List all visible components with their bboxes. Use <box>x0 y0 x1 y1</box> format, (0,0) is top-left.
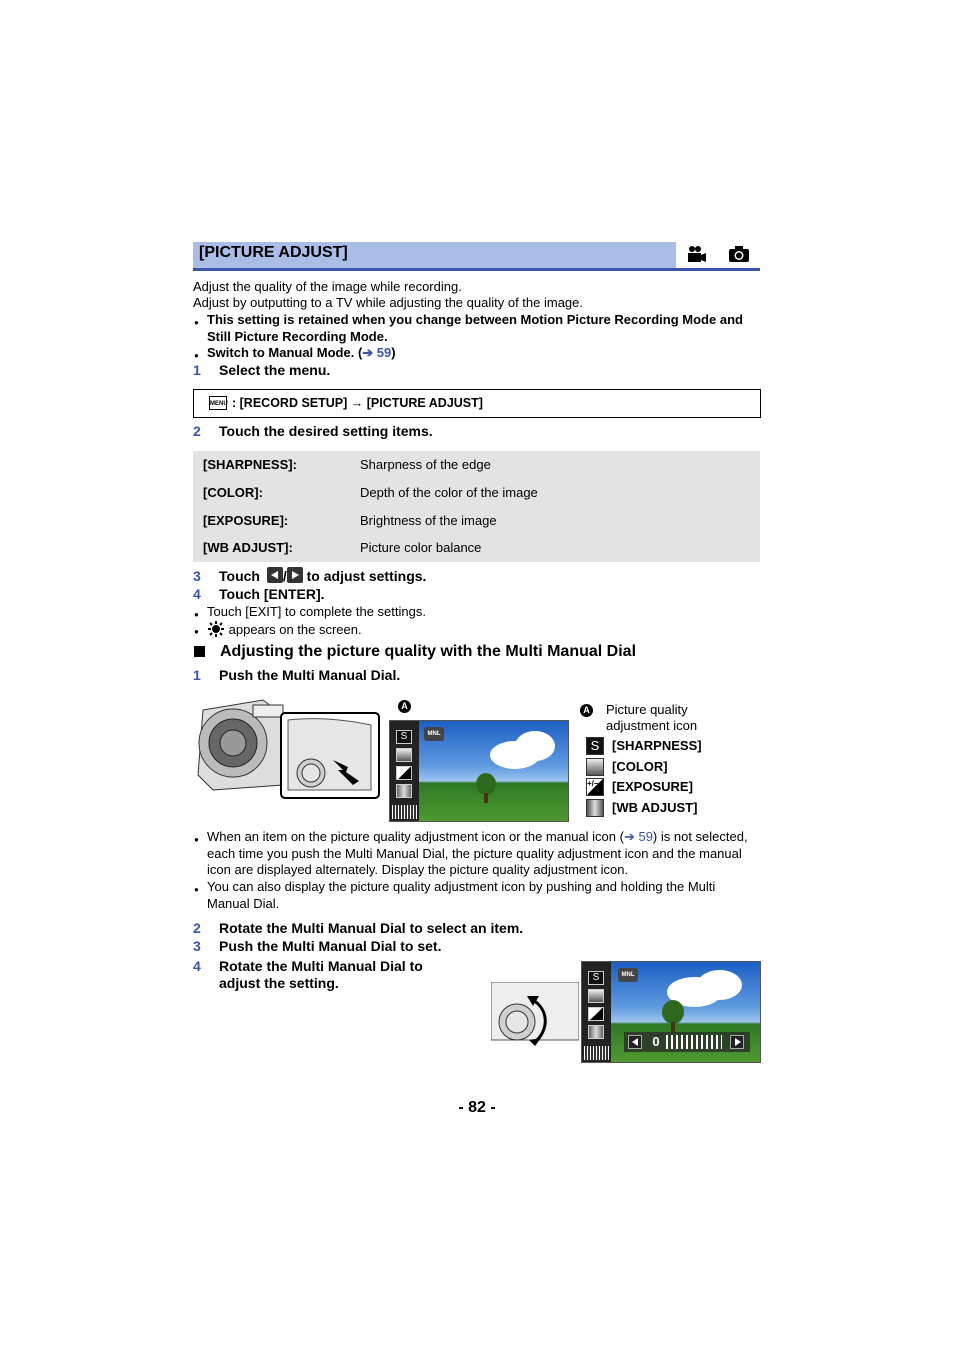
menu-icon: MENU <box>209 396 227 410</box>
bullet-exit: ● Touch [EXIT] to complete the settings. <box>207 604 426 621</box>
step-text: Rotate the Multi Manual Dial to <box>219 958 423 974</box>
sharpness-icon[interactable]: S <box>588 971 604 985</box>
camcorder-illustration <box>193 695 381 800</box>
legend-title-1: Picture quality <box>606 702 688 717</box>
picture-adjust-icon <box>207 621 225 637</box>
separator: / <box>282 568 287 584</box>
bullet-manual-close: ) <box>391 345 396 360</box>
bullet-retained: ● This setting is retained when you change between Motion Picture Recording Mode and Still Picture Recording Mode. <box>207 312 752 345</box>
legend-title-2: adjustment icon <box>606 718 698 733</box>
mnl-button[interactable]: MNL <box>618 968 638 982</box>
legend-wb-adjust: [WB ADJUST] <box>612 800 698 815</box>
legend-color-icon <box>586 758 604 776</box>
color-icon[interactable] <box>588 989 604 1003</box>
wb-adjust-icon[interactable] <box>396 784 412 798</box>
dial-step-2 <box>193 920 523 936</box>
dial-step-4-line2: adjust the setting. <box>219 975 339 991</box>
setting-value: Sharpness of the edge <box>360 457 491 472</box>
slider-value: 0 <box>652 1034 660 1049</box>
step-1 <box>193 362 330 378</box>
step-number: 1 <box>193 362 201 378</box>
intro-line-2: Adjust by outputting to a TV while adjusting the quality of the image. <box>193 295 583 310</box>
section-title: [PICTURE ADJUST] <box>199 244 348 261</box>
marker-a: A <box>398 700 411 713</box>
adjust-slider[interactable] <box>624 1032 750 1052</box>
step-text: Rotate the Multi Manual Dial to select an item. <box>219 920 524 936</box>
step-text: Select the menu. <box>219 362 331 378</box>
legend-exposure-icon: +/− <box>586 778 604 796</box>
step-text: Push the Multi Manual Dial. <box>219 667 401 683</box>
step-text: Touch <box>219 568 260 584</box>
wb-adjust-icon[interactable] <box>588 1025 604 1039</box>
step-2 <box>193 423 433 439</box>
dial-scale-icon <box>392 805 417 819</box>
dial-rotate-illustration <box>491 982 579 1046</box>
page-number: - 82 - <box>458 1099 496 1116</box>
setting-value: Picture color balance <box>360 540 482 555</box>
step-text: Touch the desired setting items. <box>219 423 433 439</box>
setting-key: [SHARPNESS]: <box>203 457 297 472</box>
setting-key: [WB ADJUST]: <box>203 540 293 555</box>
legend-sharpness-icon: S <box>586 737 604 755</box>
color-icon[interactable] <box>396 748 412 762</box>
step-3 <box>193 567 426 585</box>
dial-step-1 <box>193 667 400 683</box>
setting-value: Depth of the color of the image <box>360 485 538 500</box>
step-number: 2 <box>193 920 201 936</box>
right-arrow-icon[interactable] <box>287 567 303 583</box>
page-link-59[interactable]: ➔ 59 <box>362 345 392 360</box>
intro-line-1: Adjust the quality of the image while recording. <box>193 279 462 294</box>
step-text: Touch [ENTER]. <box>219 586 325 602</box>
dial-step-4 <box>193 957 423 975</box>
step-number: 1 <box>193 667 201 683</box>
dial-step-3 <box>193 938 441 954</box>
lcd-screen-1 <box>389 720 569 822</box>
setting-key: [EXPOSURE]: <box>203 513 289 528</box>
lcd-screen-2 <box>581 961 761 1063</box>
step-number: 2 <box>193 423 201 439</box>
slider-scale[interactable] <box>666 1035 722 1049</box>
step-text: Push the Multi Manual Dial to set. <box>219 938 442 954</box>
settings-table <box>193 451 760 562</box>
step-text-post: to adjust settings. <box>306 568 427 584</box>
step-number: 4 <box>193 958 201 974</box>
section-underline <box>193 268 760 271</box>
menu-path: : [RECORD SETUP] → [PICTURE ADJUST] <box>232 396 483 410</box>
note-text-post: ) is not selected, each time you push the Multi Manual Dial, the picture quality adjustment icon and the manual icon are displayed alternately. Display the picture quality adjustment icon. <box>207 829 748 877</box>
dial-section-title: Adjusting the picture quality with the Multi Manual Dial <box>220 643 637 660</box>
step-number: 3 <box>193 938 201 954</box>
note-alternate <box>207 829 757 879</box>
dial-scale-icon <box>584 1046 609 1060</box>
note-push-hold: ● You can also display the picture quality adjustment icon by pushing and holding the Multi Manual Dial. <box>207 879 759 912</box>
legend-sharpness: [SHARPNESS] <box>612 738 702 753</box>
step-number: 3 <box>193 568 201 584</box>
setting-key: [COLOR]: <box>203 485 263 500</box>
page-link-59[interactable]: ➔ 59 <box>623 829 653 844</box>
exposure-icon[interactable] <box>396 766 412 780</box>
movie-camera-icon <box>687 245 707 263</box>
legend-marker-a: A <box>580 704 593 717</box>
section-square-icon <box>194 646 205 657</box>
sharpness-icon[interactable]: S <box>396 730 412 744</box>
slider-right-button[interactable] <box>730 1035 744 1049</box>
setting-value: Brightness of the image <box>360 513 497 528</box>
legend-color: [COLOR] <box>612 759 668 774</box>
legend-wb-icon <box>586 799 604 817</box>
step-4 <box>193 586 325 602</box>
slider-left-button[interactable] <box>628 1035 642 1049</box>
bullet-manual-text: Switch to Manual Mode. ( <box>207 345 363 360</box>
menu-path-box <box>193 389 761 418</box>
step-number: 4 <box>193 586 201 602</box>
mnl-button[interactable]: MNL <box>424 727 444 741</box>
bullet-appears <box>207 621 362 639</box>
bullet-manual-mode <box>207 345 396 362</box>
note-text: When an item on the picture quality adjustment icon or the manual icon ( <box>207 829 624 844</box>
section-header <box>193 242 760 268</box>
camera-icon <box>728 245 750 263</box>
bullet-appears-text: appears on the screen. <box>228 622 362 637</box>
left-arrow-icon[interactable] <box>267 567 283 583</box>
tree-icon <box>662 1000 684 1024</box>
adjust-sidebar <box>390 721 419 821</box>
exposure-icon[interactable] <box>588 1007 604 1021</box>
legend-exposure: [EXPOSURE] <box>612 779 693 794</box>
tree-icon <box>476 773 496 795</box>
adjust-sidebar <box>582 962 611 1062</box>
